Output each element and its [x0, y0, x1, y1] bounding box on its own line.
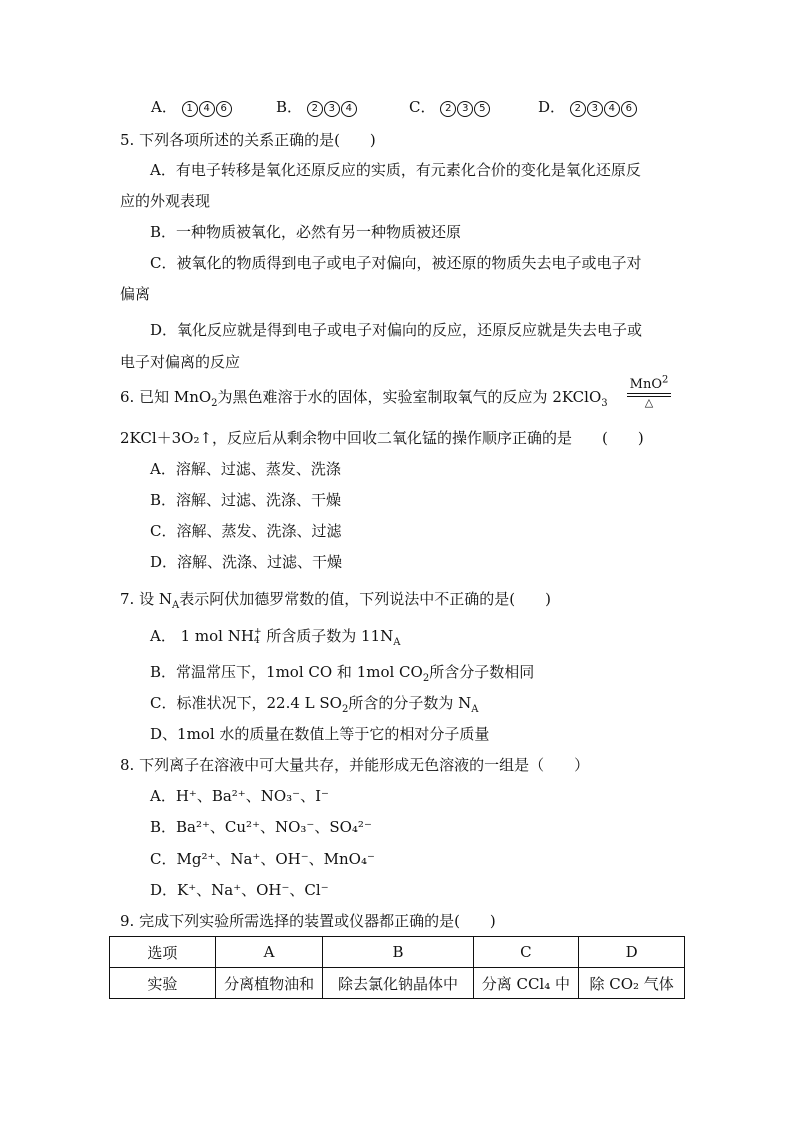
q6-option-a: A．溶解、过滤、蒸发、洗涤	[150, 460, 341, 478]
circled-num: 6	[621, 101, 637, 117]
q5-option-b: B．一种物质被氧化，必然有另一种物质被还原	[150, 223, 462, 241]
circled-num: 1	[182, 101, 198, 117]
circled-num: 3	[324, 101, 340, 117]
circled-num: 5	[474, 101, 490, 117]
circled-num: 2	[440, 101, 456, 117]
q5-option-d-cont: 电子对偏离的反应	[120, 353, 241, 371]
q4-option-b: B． 2 3 4	[276, 97, 358, 117]
q8-stem: 8. 下列离子在溶液中可大量共存，并能形成无色溶液的一组是（ ）	[120, 756, 590, 774]
q6-option-b: B．溶解、过滤、洗涤、干燥	[150, 491, 342, 509]
q5-option-a: A．有电子转移是氧化还原反应的实质，有元素化合价的变化是氧化还原反	[150, 161, 641, 179]
q7-stem: 7. 设 $N_A$表示阿伏加德罗常数的值，下列说法中不正确的是( )	[120, 590, 551, 611]
q7-option-b: B．常温常压下，1mol CO 和 1mol $CO_2$所含分子数相同	[150, 663, 535, 684]
q9-stem: 9. 完成下列实验所需选择的装置或仪器都正确的是( )	[120, 912, 496, 930]
q5-stem: 5. 下列各项所述的关系正确的是( )	[120, 131, 376, 149]
q5-option-c: C．被氧化的物质得到电子或电子对偏向，被还原的物质失去电子或电子对	[150, 254, 642, 272]
circled-num: 2	[570, 101, 586, 117]
table-row: 实验 分离植物油和 除去氯化钠晶体中 分离 CCl₄ 中 除 CO₂ 气体	[110, 968, 685, 999]
q7-option-d: D、1mol 水的质量在数值上等于它的相对分子质量	[150, 725, 490, 743]
q4-option-d: D． 2 3 4 6	[538, 97, 638, 117]
q5-option-a-cont: 应的外观表现	[120, 192, 211, 210]
q7-option-c: C．标准状况下，22.4 L $SO_2$所含的分子数为 $N_A$	[150, 694, 479, 715]
circled-num: 3	[457, 101, 473, 117]
q9-table	[109, 936, 685, 999]
q6-stem-cont: 2KCl＋3O₂↑，反应后从剩余物中回收二氧化锰的操作顺序正确的是 ( )	[120, 429, 644, 447]
q8-option-d: D．K⁺、Na⁺、OH⁻、Cl⁻	[150, 881, 329, 899]
q8-option-c: C．Mg²⁺、Na⁺、OH⁻、MnO₄⁻	[150, 850, 375, 868]
q7-option-a: A． 1 mol NH + 4 所含质子数为 $11N_A$	[150, 627, 401, 648]
circled-num: 4	[341, 101, 357, 117]
circled-num: 4	[604, 101, 620, 117]
q4-option-c: C． 2 3 5	[409, 97, 491, 117]
circled-num: 3	[587, 101, 603, 117]
q6-stem: 6. 已知 MnO$_2$为黑色难溶于水的固体，实验室制取氧气的反应为 2KClO$_3$	[120, 388, 608, 409]
q5-option-d: D．氧化反应就是得到电子或电子对偏向的反应，还原反应就是失去电子或	[150, 321, 643, 339]
circled-num: 4	[199, 101, 215, 117]
circled-num: 6	[216, 101, 232, 117]
table-row: 选项 A B C D	[110, 937, 685, 968]
q4-option-a: A． 1 4 6	[151, 97, 233, 117]
q6-option-c: C．溶解、蒸发、洗涤、过滤	[150, 522, 342, 540]
q8-option-a: A．H⁺、Ba²⁺、NO₃⁻、I⁻	[150, 787, 329, 805]
reaction-condition: MnO$^2$ △	[627, 377, 671, 409]
circled-num: 2	[307, 101, 323, 117]
q8-option-b: B．Ba²⁺、Cu²⁺、NO₃⁻、SO₄²⁻	[150, 818, 372, 836]
q6-option-d: D．溶解、洗涤、过滤、干燥	[150, 553, 343, 571]
q5-option-c-cont: 偏离	[120, 285, 151, 303]
q4-options	[151, 97, 711, 117]
